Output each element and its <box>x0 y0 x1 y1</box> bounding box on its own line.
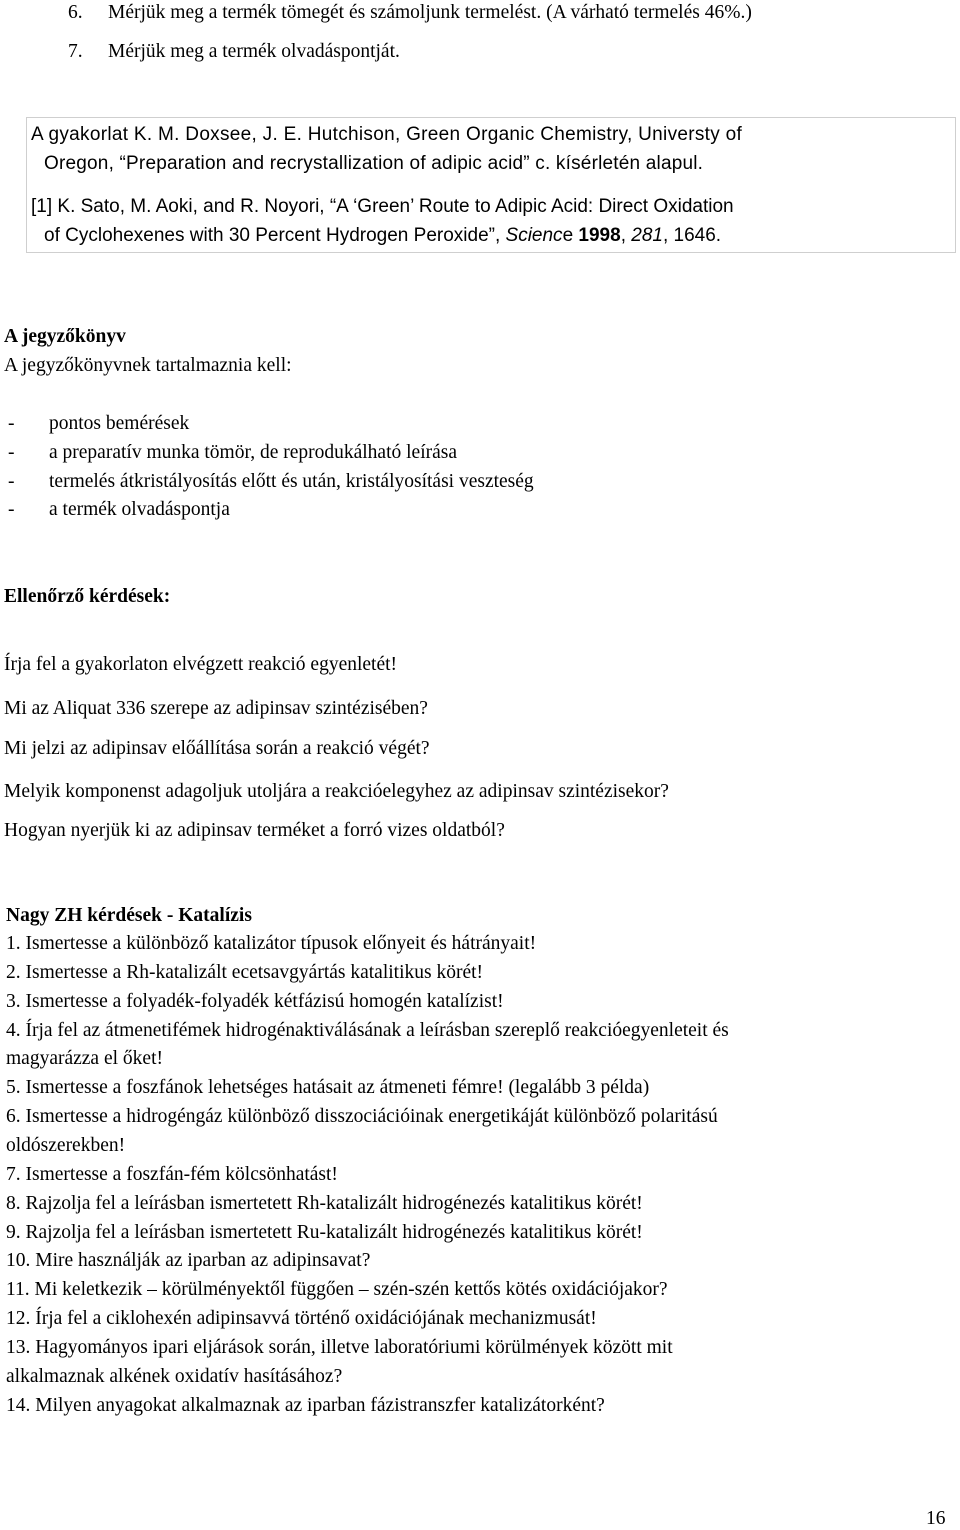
zh-line: 5. Ismertesse a foszfánok lehetséges hatásait az átmeneti fémre! (legalább 3 példa) <box>6 1077 650 1098</box>
zh-line: 2. Ismertesse a Rh-katalizált ecetsavgyártás katalitikus körét! <box>6 962 484 983</box>
control-heading: Ellenőrző kérdések: <box>4 586 171 607</box>
list-item-6 <box>68 2 752 24</box>
list-item-7 <box>68 41 400 63</box>
list-number: 6. <box>68 2 83 23</box>
zh-line: 7. Ismertesse a foszfán-fém kölcsönhatást! <box>6 1164 338 1185</box>
list-number: 7. <box>68 41 83 62</box>
reference-journal: Scienc <box>505 225 563 246</box>
zh-line: 9. Rajzolja fel a leírásban ismertetett Ru-katalizált hidrogénezés katalitikus körét! <box>6 1222 643 1243</box>
zh-line: 4. Írja fel az átmenetifémek hidrogénaktiválásának a leírásban szereplő reakcióegyenleteit és <box>6 1020 729 1041</box>
control-question: Írja fel a gyakorlaton elvégzett reakció egyenletét! <box>4 654 398 675</box>
bullet: - <box>8 471 15 492</box>
report-item <box>4 499 230 521</box>
bullet: - <box>8 499 15 520</box>
reference-journal-tail: e <box>562 225 579 246</box>
reference-sep: , <box>620 225 632 246</box>
report-item <box>4 471 534 493</box>
zh-line: 8. Rajzolja fel a leírásban ismertetett Rh-katalizált hidrogénezés katalitikus körét! <box>6 1193 643 1214</box>
reference-1-line-2 <box>44 225 721 247</box>
report-item-text: a preparatív munka tömör, de reprodukálható leírása <box>49 442 458 463</box>
bullet: - <box>8 413 15 434</box>
report-item-text: a termék olvadáspontja <box>49 499 230 520</box>
zh-line: 6. Ismertesse a hidrogéngáz különböző disszociációinak energetikáját különböző polaritású <box>6 1106 718 1127</box>
source-line-2: Oregon, “Preparation and recrystallization of adipic acid” c. kísérletén alapul. <box>44 153 704 174</box>
zh-line: oldószerekben! <box>6 1135 126 1156</box>
zh-line: 3. Ismertesse a folyadék-folyadék kétfázisú homogén katalízist! <box>6 991 504 1012</box>
reference-volume: 281 <box>631 225 663 246</box>
control-question: Melyik komponenst adagoljuk utoljára a reakcióelegyhez az adipinsav szintézisekor? <box>4 781 669 802</box>
zh-line: 11. Mi keletkezik – körülményektől függően – szén-szén kettős kötés oxidációjakor? <box>6 1279 668 1300</box>
control-question: Hogyan nyerjük ki az adipinsav terméket a forró vizes oldatból? <box>4 820 505 841</box>
source-line-1: A gyakorlat K. M. Doxsee, J. E. Hutchison, Green Organic Chemistry, Universty of <box>31 124 743 145</box>
control-question: Mi az Aliquat 336 szerepe az adipinsav szintézisében? <box>4 698 428 719</box>
zh-line: alkalmaznak alkének oxidatív hasításához? <box>6 1366 343 1387</box>
reference-title-tail: of Cyclohexenes with 30 Percent Hydrogen Peroxide”, <box>44 225 506 246</box>
zh-line: 13. Hagyományos ipari eljárások során, illetve laboratóriumi körülmények között mit <box>6 1337 673 1358</box>
list-text: Mérjük meg a termék olvadáspontját. <box>108 41 400 62</box>
report-item-text: termelés átkristályosítás előtt és után, kristályosítási veszteség <box>49 471 534 492</box>
report-item <box>4 413 189 435</box>
report-item-text: pontos bemérések <box>49 413 190 434</box>
reference-1-line-1: [1] K. Sato, M. Aoki, and R. Noyori, “A ‘Green’ Route to Adipic Acid: Direct Oxidation <box>31 196 734 217</box>
reference-pages: , 1646. <box>662 225 722 246</box>
report-heading: A jegyzőkönyv <box>4 326 126 347</box>
zh-line: 10. Mire használják az iparban az adipinsavat? <box>6 1250 371 1271</box>
list-text: Mérjük meg a termék tömegét és számoljunk termelést. (A várható termelés 46%.) <box>108 2 752 23</box>
zh-heading: Nagy ZH kérdések - Katalízis <box>6 905 252 926</box>
page-number: 16 <box>926 1508 946 1529</box>
report-intro: A jegyzőkönyvnek tartalmaznia kell: <box>4 355 292 376</box>
control-question: Mi jelzi az adipinsav előállítása során a reakció végét? <box>4 738 430 759</box>
report-item <box>4 442 457 464</box>
bullet: - <box>8 442 15 463</box>
reference-year: 1998 <box>578 225 621 246</box>
zh-line: 12. Írja fel a ciklohexén adipinsavvá történő oxidációjának mechanizmusát! <box>6 1308 597 1329</box>
zh-line: 14. Milyen anyagokat alkalmaznak az iparban fázistranszfer katalizátorként? <box>6 1395 605 1416</box>
zh-line: magyarázza el őket! <box>6 1048 163 1069</box>
zh-line: 1. Ismertesse a különböző katalizátor típusok előnyeit és hátrányait! <box>6 933 537 954</box>
